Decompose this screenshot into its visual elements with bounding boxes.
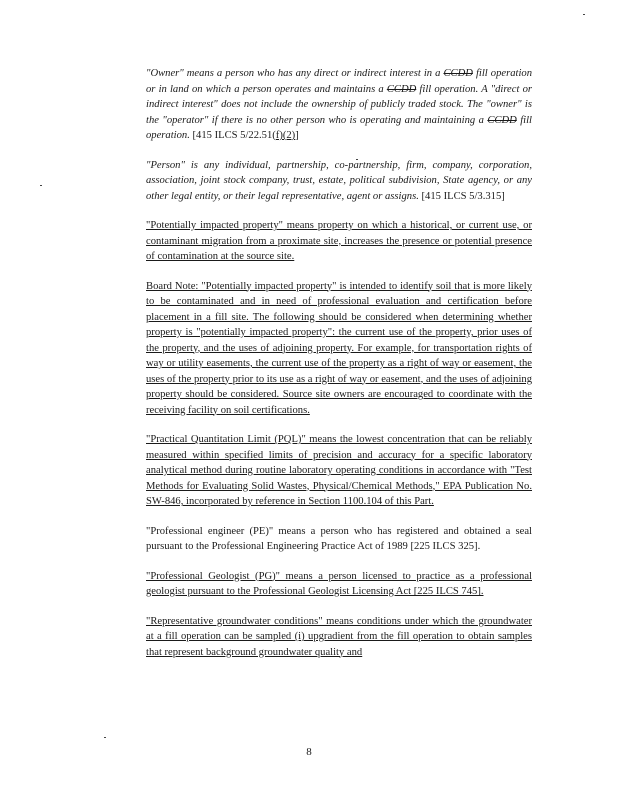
- definition-person: [146, 158, 532, 205]
- owner-strike-2: CCDD: [386, 83, 417, 95]
- board-note: Board Note: "Potentially impacted property" is intended to identify soil that is more likely to be contaminated and in need of professional evaluation and certification before placement in a fill site. The following should be considered when determining whether property is "potentially impacted property": the current use of the property, prior uses of the property, and the uses of adjoining property. For example, for transportation rights of way or utility easements, the current use of the property as a right of way or easement, the uses of the property prior to its use as a right of way or easement, and the uses of adjoining property should be considered. Source site owners are encouraged to coordinate with the receiving facility on soil certifications.: [146, 280, 532, 416]
- definitions-body: [146, 66, 532, 674]
- scan-speck: [583, 14, 585, 15]
- person-text: "Person" is any individual, partnership, co-partnership, firm, company, corporation, association, joint stock company, trust, estate, political subdivision, State agency, or any other legal entity, or their legal representative, agent or assigns.: [146, 159, 532, 202]
- definition-pe: [146, 524, 532, 555]
- definition-pql: "Practical Quantitation Limit (PQL)" means the lowest concentration that can be reliably measured within specified limits of precision and accuracy for a specific laboratory analytical method during routine laboratory operating conditions in accordance with "Test Methods for Evaluating Solid Wastes, Physical/Chemical Methods," EPA Publication No. SW-846, incorporated by reference in Section 1100.104 of this Part.: [146, 434, 532, 507]
- scan-speck: [104, 737, 106, 738]
- pe-text: "Professional engineer (PE)" means a person who has registered and obtained a seal pursuant to the Professional Engineering Practice Act of 1989: [146, 525, 532, 552]
- owner-text-4: fill operation.: [146, 114, 532, 141]
- person-citation: [415 ILCS 5/3.315]: [418, 190, 505, 202]
- owner-strike-3: CCDD: [487, 114, 517, 126]
- definition-representative-groundwater: "Representative groundwater conditions" means conditions under which the groundwater at a fill operation can be sampled (i) upgradient from the fill operation to obtain samples that represent background groundwater quality and: [146, 615, 532, 658]
- owner-citation-pre: [415 ILCS 5/22.51(: [189, 130, 276, 141]
- definition-owner: [146, 66, 532, 144]
- pe-citation: [225 ILCS 325].: [407, 541, 481, 552]
- owner-text-1: "Owner" means a person who has any direct or indirect interest in a: [146, 68, 444, 79]
- page-number: 8: [306, 746, 312, 758]
- owner-citation-post: ]: [295, 130, 299, 141]
- owner-text-3: fill operation. A "direct or indirect interest" does not include the ownership of publicly traded stock. The "owner" is the "operator" if there is no other person who is operating and maintaining a: [146, 83, 532, 126]
- owner-citation-underlined: f)(2): [275, 130, 296, 141]
- definition-pg: "Professional Geologist (PG)" means a person licensed to practice as a professional geologist pursuant to the Professional Geologist Licensing Act [225 ILCS 745].: [146, 570, 532, 597]
- scan-speck: [40, 185, 42, 186]
- definition-potentially-impacted-property: "Potentially impacted property" means property on which a historical, or current use, or contaminant migration from a proximate site, increases the presence or potential presence of contamination at the source site.: [146, 220, 532, 262]
- owner-citation: [190, 130, 299, 141]
- owner-text-2: fill operation or in land on which a person operates and maintains a: [146, 68, 532, 95]
- owner-strike-1: CCDD: [443, 68, 473, 79]
